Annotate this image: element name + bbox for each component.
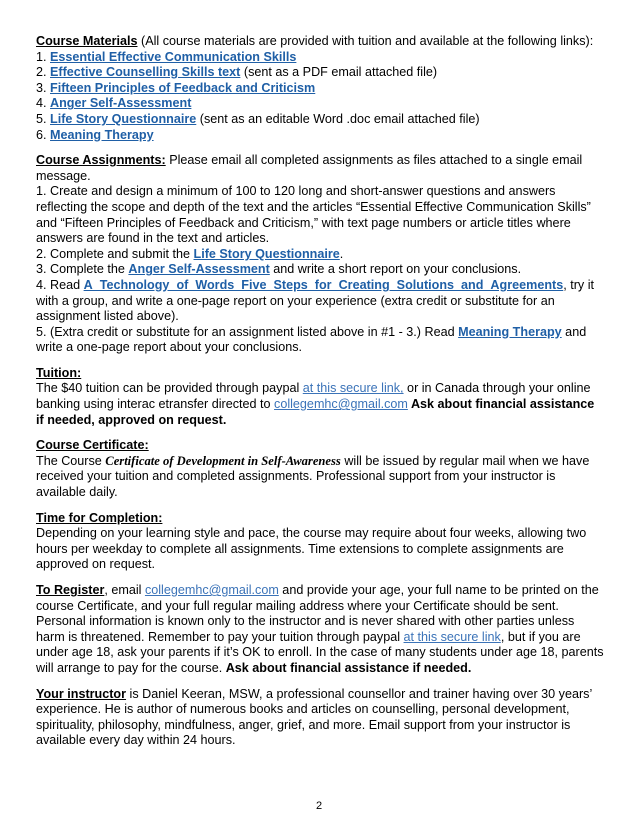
assignment-4-text: 4. Read <box>36 277 84 292</box>
register-heading: To Register <box>36 583 105 597</box>
material-item <box>36 112 604 128</box>
assignment-1: 1. Create and design a minimum of 100 to 120 long and short-answer questions and answers reflecting the scope and depth of the text and the articles “Essential Effective Communication Skills” and “Fifteen Principles of Feedback and Criticism,” with text page numbers or article titles where answers are found in the text and articles. <box>36 184 591 246</box>
register-text <box>36 583 604 677</box>
register-section <box>36 583 604 677</box>
time-heading-line <box>36 511 604 527</box>
anger-self-assessment-link[interactable]: Anger Self-Assessment <box>128 262 270 277</box>
instructor-description: is Daniel Keeran, MSW, a professional counsellor and trainer having over 30 years’ experience. He is author of numerous books and articles on counselling, personal development, spirituality, philosophy, mindfulness, anger, grief, and more. Email support from your instructor is available every day within 24 hours. <box>36 686 592 748</box>
assignments-heading: Course Assignments: <box>36 153 166 168</box>
material-number: 1. <box>36 49 51 64</box>
assignment-2-text: 2. Complete and submit the <box>36 246 194 261</box>
document-page <box>36 34 604 759</box>
material-link[interactable]: Essential Effective Communication Skills <box>50 49 297 64</box>
assignment-4-end: , try it with a group, and write a one-page report on your experience (extra credit or substitute for an assignment listed above). <box>36 277 595 324</box>
page-number: 2 <box>315 800 323 812</box>
register-financial-assistance: Ask about financial assistance if needed. <box>225 660 472 675</box>
paypal-secure-link[interactable]: at this secure link, <box>302 381 404 396</box>
certificate-heading-line <box>36 438 604 454</box>
material-number: 2. <box>36 65 51 80</box>
tuition-financial-assistance: Ask about financial assistance if needed, approved on request. <box>36 397 595 427</box>
course-materials-heading: Course Materials <box>36 34 138 48</box>
course-materials-section <box>36 34 604 143</box>
technology-of-words-link[interactable]: A_Technology_of_Words_Five_Steps_for_Creating_Solutions_and_Agreements <box>83 277 564 292</box>
course-assignments-section <box>36 153 604 356</box>
tuition-section <box>36 366 604 428</box>
course-materials-intro-line <box>36 34 604 50</box>
assignments-intro-line <box>36 153 604 184</box>
register-text-3: , but if you are under age 18, ask your parents if it’s OK to enroll. In the case of many students under age 18, parents will arrange to pay for the course. <box>36 629 604 675</box>
certificate-section <box>36 438 604 500</box>
certificate-text-end: will be issued by regular mail when we have received your tuition and completed assignments. Professional support from your instructor is available daily. <box>36 453 590 500</box>
instructor-heading: Your instructor <box>36 686 127 701</box>
course-materials-intro: (All course materials are provided with tuition and available at the following links): <box>137 34 594 48</box>
assignment-2-end: . <box>339 246 344 261</box>
material-item <box>36 81 604 97</box>
register-paypal-link[interactable]: at this secure link <box>403 629 501 644</box>
register-email-link[interactable]: collegemhc@gmail.com <box>144 583 279 597</box>
material-link[interactable]: Life Story Questionnaire <box>50 111 197 126</box>
material-link[interactable]: Effective Counselling Skills text <box>50 65 241 80</box>
assignments-intro: Please email all completed assignments as files attached to a single email message. <box>36 153 583 183</box>
material-note: (sent as an editable Word .doc email attached file) <box>196 111 480 126</box>
material-link[interactable]: Fifteen Principles of Feedback and Criticism <box>50 80 316 95</box>
material-number: 3. <box>36 80 51 95</box>
instructor-section <box>36 687 604 749</box>
assignment-2 <box>36 247 604 263</box>
tuition-heading-line <box>36 366 604 382</box>
tuition-heading: Tuition: <box>36 365 82 380</box>
meaning-therapy-link-2[interactable]: Meaning Therapy <box>458 324 562 339</box>
material-note: (sent as a PDF email attached file) <box>240 65 438 80</box>
time-text: Depending on your learning style and pace, the course may require about four weeks, allowing two hours per weekday to complete all assignments. Time extensions to complete assignments are approved on request. <box>36 526 587 572</box>
materials-list <box>36 50 604 144</box>
instructor-text <box>36 687 604 749</box>
material-link[interactable]: Meaning Therapy <box>50 127 154 142</box>
time-heading: Time for Completion: <box>36 510 163 525</box>
certificate-heading: Course Certificate: <box>36 438 149 453</box>
certificate-text <box>36 454 604 501</box>
material-number: 5. <box>36 111 51 126</box>
material-item <box>36 65 604 81</box>
certificate-title: Certificate of Development in Self-Awareness <box>105 453 341 468</box>
assignment-3-text: 3. Complete the <box>36 262 129 277</box>
tuition-email-link[interactable]: collegemhc@gmail.com <box>274 397 408 412</box>
material-item <box>36 128 604 144</box>
material-item <box>36 96 604 112</box>
assignment-5-text: 5. (Extra credit or substitute for an assignment listed above in #1 - 3.) Read <box>36 324 459 339</box>
tuition-text <box>36 381 604 428</box>
tuition-text-mid: or in Canada through your online banking using interac etransfer directed to <box>36 381 591 412</box>
assignment-4 <box>36 278 604 325</box>
time-section <box>36 511 604 573</box>
register-text-1: , email <box>104 583 145 597</box>
assignment-3-end: and write a short report on your conclusions. <box>269 262 522 277</box>
material-item <box>36 50 604 66</box>
certificate-text-start: The Course <box>36 453 106 468</box>
material-number: 4. <box>36 96 51 111</box>
material-number: 6. <box>36 127 51 142</box>
assignment-5-end: and write a one-page report about your conclusions. <box>36 324 587 355</box>
register-text-2: and provide your age, your full name to be printed on the course Certificate, and your full regular mailing address where your Certificate should be sent. Personal information is known only to the instructor and is never shared with other parties unless harm is threatened. Remember to pay your tuition through paypal <box>36 583 599 644</box>
assignment-3 <box>36 262 604 278</box>
material-link[interactable]: Anger Self-Assessment <box>50 96 192 111</box>
tuition-text-start: The $40 tuition can be provided through paypal <box>36 381 303 396</box>
assignment-5 <box>36 325 604 356</box>
life-story-questionnaire-link[interactable]: Life Story Questionnaire <box>193 246 340 261</box>
